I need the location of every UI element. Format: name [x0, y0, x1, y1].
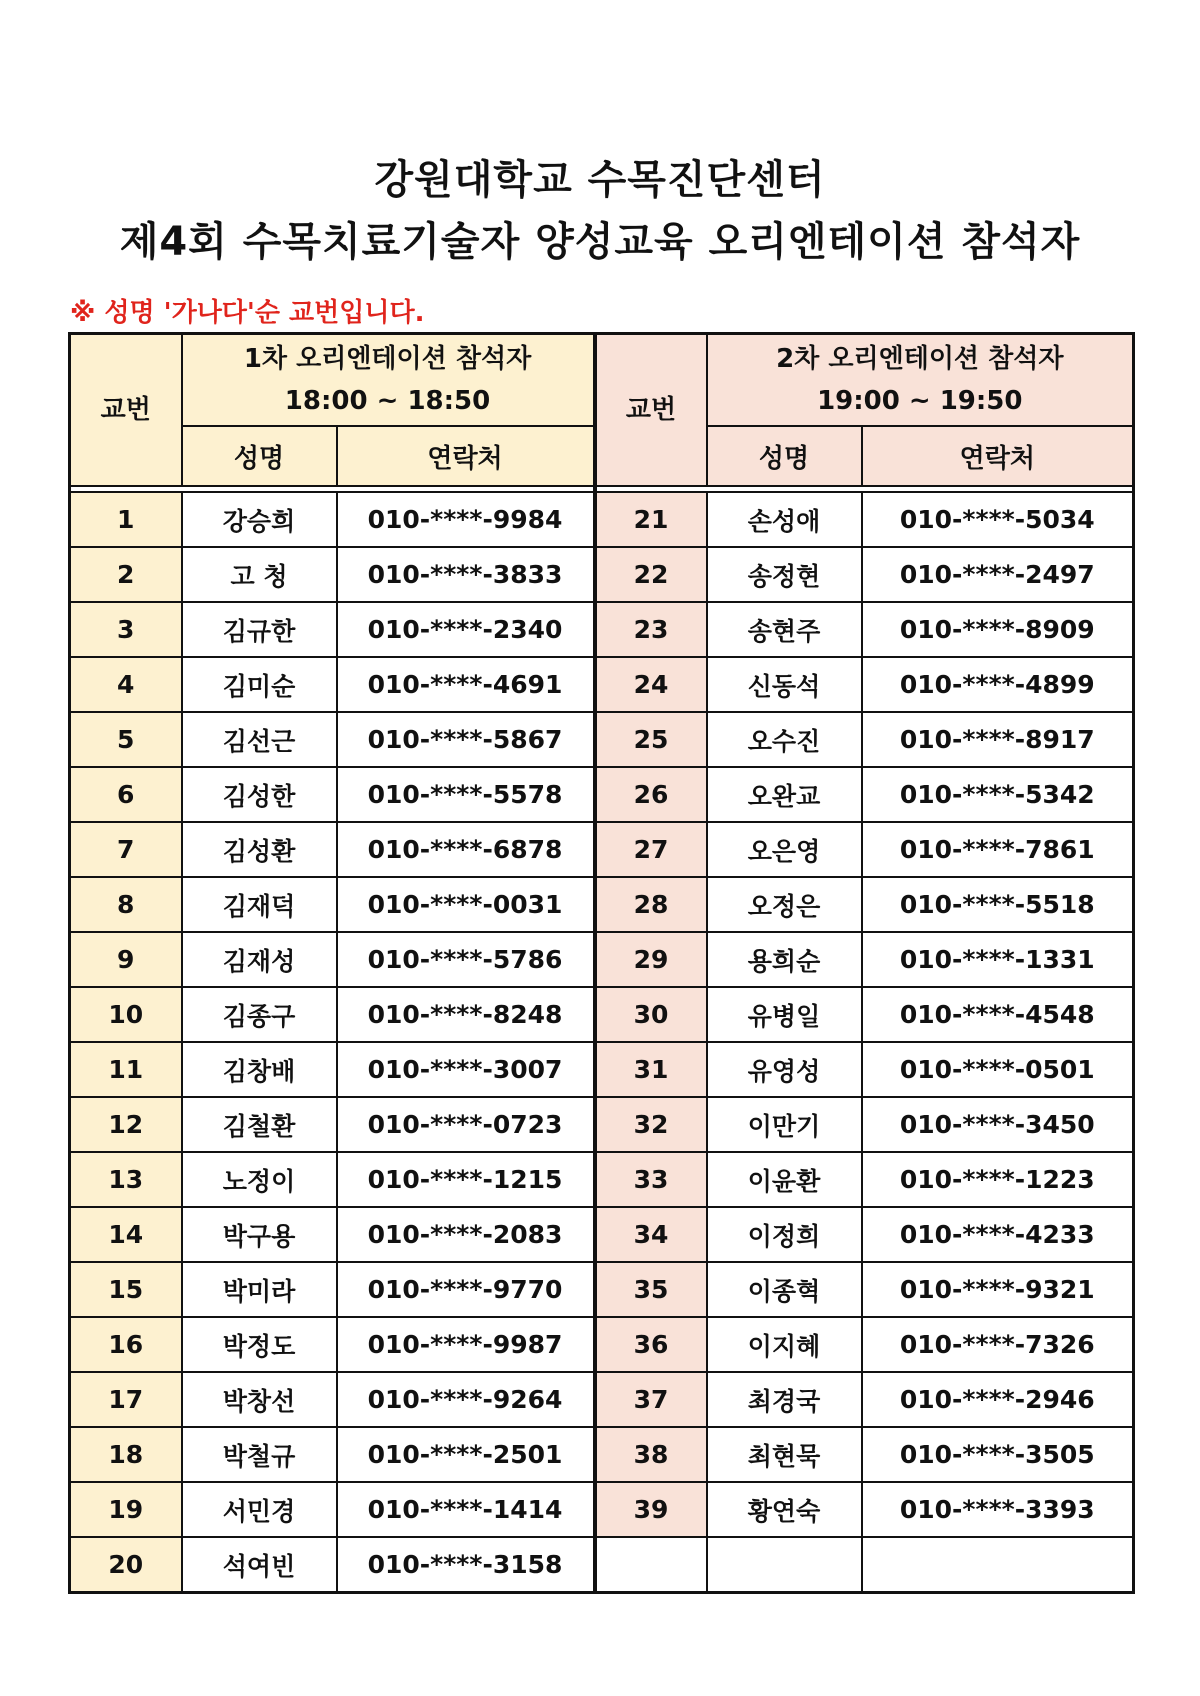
- left-row-name: 박철규: [182, 1427, 337, 1482]
- right-row-number: 31: [595, 1042, 707, 1097]
- left-row-name: 김성환: [182, 822, 337, 877]
- right-row-phone: 010-****-2497: [862, 547, 1134, 602]
- right-row-phone: 010-****-5518: [862, 877, 1134, 932]
- right-row-number: 23: [595, 602, 707, 657]
- right-row-number: 39: [595, 1482, 707, 1537]
- right-row-name: 신동석: [707, 657, 862, 712]
- right-row-name: 이지혜: [707, 1317, 862, 1372]
- left-row-phone: 010-****-4691: [337, 657, 595, 712]
- right-row-number: 38: [595, 1427, 707, 1482]
- right-row-phone: 010-****-9321: [862, 1262, 1134, 1317]
- right-row-number: 34: [595, 1207, 707, 1262]
- left-row-phone: 010-****-9987: [337, 1317, 595, 1372]
- left-row-phone: 010-****-3007: [337, 1042, 595, 1097]
- right-row-phone: 010-****-1331: [862, 932, 1134, 987]
- left-row-phone: 010-****-2083: [337, 1207, 595, 1262]
- right-row-number: 21: [595, 492, 707, 547]
- right-row-number: 25: [595, 712, 707, 767]
- right-row-number: [595, 1537, 707, 1593]
- table-row: [70, 877, 1134, 932]
- left-row-number: 19: [70, 1482, 182, 1537]
- left-name-header: 성명: [182, 426, 337, 486]
- left-row-phone: 010-****-0723: [337, 1097, 595, 1152]
- table-row: [70, 657, 1134, 712]
- right-row-number: 36: [595, 1317, 707, 1372]
- right-row-phone: 010-****-8917: [862, 712, 1134, 767]
- right-row-phone: 010-****-5034: [862, 492, 1134, 547]
- table-row: [70, 1207, 1134, 1262]
- left-row-name: 노정이: [182, 1152, 337, 1207]
- table-row: [70, 1317, 1134, 1372]
- left-no-header: 교번: [70, 334, 182, 487]
- right-row-name: 손성애: [707, 492, 862, 547]
- right-name-header: 성명: [707, 426, 862, 486]
- left-row-name: 박구용: [182, 1207, 337, 1262]
- table-row: [70, 1097, 1134, 1152]
- left-row-number: 20: [70, 1537, 182, 1593]
- left-row-number: 9: [70, 932, 182, 987]
- left-row-name: 서민경: [182, 1482, 337, 1537]
- left-row-name: 김성한: [182, 767, 337, 822]
- table-row: [70, 1152, 1134, 1207]
- right-row-number: 26: [595, 767, 707, 822]
- left-row-number: 8: [70, 877, 182, 932]
- right-contact-header: 연락처: [862, 426, 1134, 486]
- right-row-phone: 010-****-3450: [862, 1097, 1134, 1152]
- left-row-number: 14: [70, 1207, 182, 1262]
- left-row-number: 1: [70, 492, 182, 547]
- right-session-title: 2차 오리엔테이션 참석자: [776, 344, 1064, 374]
- table-row: [70, 1042, 1134, 1097]
- title-line-1: 강원대학교 수목진단센터: [374, 157, 826, 203]
- left-row-number: 2: [70, 547, 182, 602]
- right-row-phone: 010-****-0501: [862, 1042, 1134, 1097]
- right-row-phone: [862, 1537, 1134, 1593]
- right-row-name: 최현묵: [707, 1427, 862, 1482]
- right-row-phone: 010-****-3505: [862, 1427, 1134, 1482]
- left-row-phone: 010-****-5578: [337, 767, 595, 822]
- left-row-number: 16: [70, 1317, 182, 1372]
- right-row-number: 22: [595, 547, 707, 602]
- left-row-phone: 010-****-9770: [337, 1262, 595, 1317]
- right-row-phone: 010-****-3393: [862, 1482, 1134, 1537]
- left-row-phone: 010-****-8248: [337, 987, 595, 1042]
- table-row: [70, 602, 1134, 657]
- right-row-name: 이윤환: [707, 1152, 862, 1207]
- table-row: [70, 712, 1134, 767]
- left-contact-header: 연락처: [337, 426, 595, 486]
- table-row: [70, 1482, 1134, 1537]
- left-row-number: 10: [70, 987, 182, 1042]
- left-row-name: 김선근: [182, 712, 337, 767]
- left-row-phone: 010-****-6878: [337, 822, 595, 877]
- right-row-number: 30: [595, 987, 707, 1042]
- right-row-number: 37: [595, 1372, 707, 1427]
- table-row: [70, 1427, 1134, 1482]
- right-row-name: 송현주: [707, 602, 862, 657]
- right-row-name: 유영성: [707, 1042, 862, 1097]
- table-row: [70, 492, 1134, 547]
- left-row-number: 17: [70, 1372, 182, 1427]
- right-row-phone: 010-****-7326: [862, 1317, 1134, 1372]
- right-row-phone: 010-****-8909: [862, 602, 1134, 657]
- left-row-name: 김철환: [182, 1097, 337, 1152]
- left-row-phone: 010-****-2501: [337, 1427, 595, 1482]
- table-row: [70, 767, 1134, 822]
- left-row-number: 15: [70, 1262, 182, 1317]
- left-row-phone: 010-****-3833: [337, 547, 595, 602]
- right-row-phone: 010-****-5342: [862, 767, 1134, 822]
- header-row-1: [70, 334, 1134, 427]
- left-row-phone: 010-****-1215: [337, 1152, 595, 1207]
- left-row-name: 김재성: [182, 932, 337, 987]
- right-row-number: 35: [595, 1262, 707, 1317]
- left-row-number: 13: [70, 1152, 182, 1207]
- title-line-2: 제4회 수목치료기술자 양성교육 오리엔테이션 참석자: [119, 219, 1081, 265]
- right-no-header: 교번: [595, 334, 707, 487]
- left-row-phone: 010-****-5867: [337, 712, 595, 767]
- right-row-phone: 010-****-2946: [862, 1372, 1134, 1427]
- left-row-number: 4: [70, 657, 182, 712]
- sort-note: ※ 성명 '가나다'순 교번입니다.: [70, 298, 425, 328]
- right-row-number: 24: [595, 657, 707, 712]
- table-row: [70, 1537, 1134, 1593]
- right-row-phone: 010-****-4233: [862, 1207, 1134, 1262]
- left-row-phone: 010-****-5786: [337, 932, 595, 987]
- left-row-phone: 010-****-2340: [337, 602, 595, 657]
- left-row-number: 7: [70, 822, 182, 877]
- left-row-name: 김창배: [182, 1042, 337, 1097]
- table-row: [70, 822, 1134, 877]
- table-row: [70, 1372, 1134, 1427]
- left-row-phone: 010-****-1414: [337, 1482, 595, 1537]
- table-row: [70, 1262, 1134, 1317]
- left-row-name: 김규한: [182, 602, 337, 657]
- left-row-phone: 010-****-9264: [337, 1372, 595, 1427]
- right-row-number: 32: [595, 1097, 707, 1152]
- left-row-number: 11: [70, 1042, 182, 1097]
- right-row-name: 이정희: [707, 1207, 862, 1262]
- left-row-name: 박창선: [182, 1372, 337, 1427]
- right-row-name: [707, 1537, 862, 1593]
- right-row-name: 유병일: [707, 987, 862, 1042]
- right-row-name: 이만기: [707, 1097, 862, 1152]
- left-row-phone: 010-****-0031: [337, 877, 595, 932]
- left-row-number: 6: [70, 767, 182, 822]
- left-session-header: [182, 334, 595, 427]
- left-session-title: 1차 오리엔테이션 참석자: [243, 344, 532, 374]
- right-row-phone: 010-****-7861: [862, 822, 1134, 877]
- right-row-number: 28: [595, 877, 707, 932]
- right-row-name: 황연숙: [707, 1482, 862, 1537]
- left-row-name: 강승희: [182, 492, 337, 547]
- table-row: [70, 987, 1134, 1042]
- right-row-number: 33: [595, 1152, 707, 1207]
- right-session-header: [707, 334, 1134, 427]
- right-row-phone: 010-****-1223: [862, 1152, 1134, 1207]
- left-row-name: 김재덕: [182, 877, 337, 932]
- left-row-name: 김종구: [182, 987, 337, 1042]
- right-session-time: 19:00 ~ 19:50: [817, 386, 1023, 416]
- left-row-number: 18: [70, 1427, 182, 1482]
- left-row-name: 고 청: [182, 547, 337, 602]
- right-row-number: 27: [595, 822, 707, 877]
- right-row-phone: 010-****-4548: [862, 987, 1134, 1042]
- left-row-name: 박정도: [182, 1317, 337, 1372]
- left-session-time: 18:00 ~ 18:50: [284, 386, 491, 416]
- right-row-name: 용희순: [707, 932, 862, 987]
- table-row: [70, 932, 1134, 987]
- right-row-name: 송정현: [707, 547, 862, 602]
- right-row-name: 이종혁: [707, 1262, 862, 1317]
- table-row: [70, 547, 1134, 602]
- left-row-number: 3: [70, 602, 182, 657]
- left-row-number: 5: [70, 712, 182, 767]
- right-row-phone: 010-****-4899: [862, 657, 1134, 712]
- left-row-name: 김미순: [182, 657, 337, 712]
- left-row-name: 박미라: [182, 1262, 337, 1317]
- left-row-name: 석여빈: [182, 1537, 337, 1593]
- right-row-name: 오완교: [707, 767, 862, 822]
- right-row-number: 29: [595, 932, 707, 987]
- attendee-table: [68, 332, 1135, 1594]
- right-row-name: 오수진: [707, 712, 862, 767]
- right-row-name: 오정은: [707, 877, 862, 932]
- left-row-phone: 010-****-3158: [337, 1537, 595, 1593]
- right-row-name: 오은영: [707, 822, 862, 877]
- left-row-number: 12: [70, 1097, 182, 1152]
- right-row-name: 최경국: [707, 1372, 862, 1427]
- left-row-phone: 010-****-9984: [337, 492, 595, 547]
